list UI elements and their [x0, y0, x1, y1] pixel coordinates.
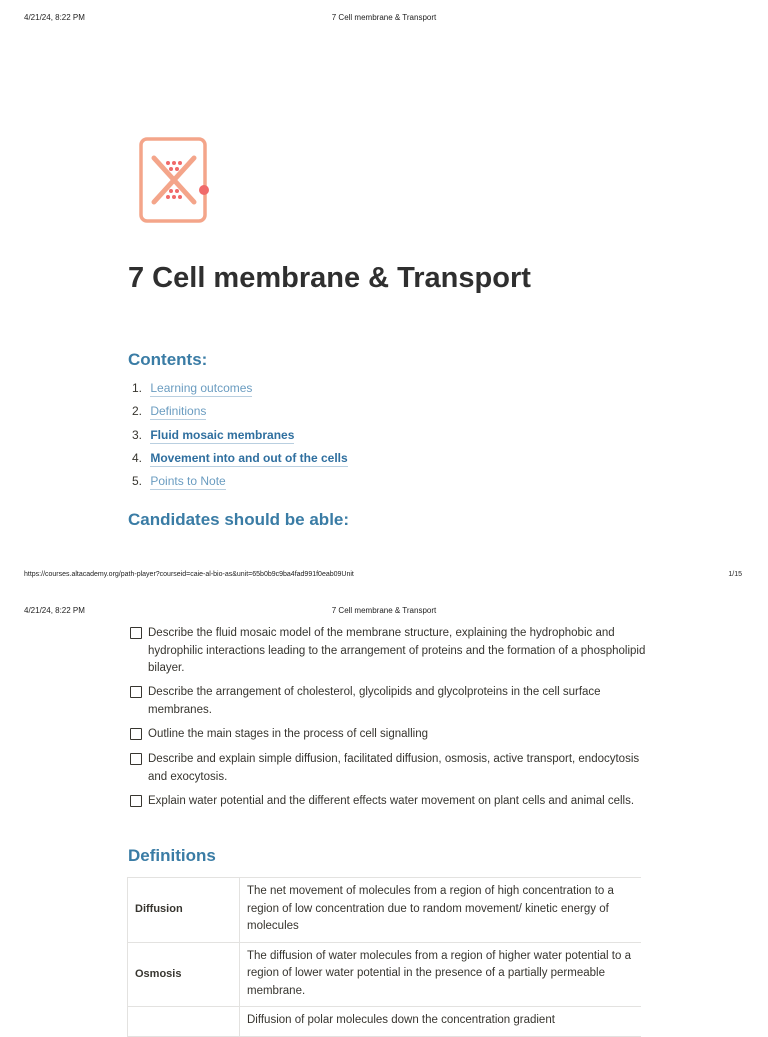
print-date: 4/21/24, 8:22 PM: [24, 13, 85, 22]
toc-item-learning-outcomes: 1. Learning outcomes: [132, 381, 253, 395]
toc-link[interactable]: Fluid mosaic membranes: [150, 427, 295, 442]
table-row: [128, 1007, 642, 1037]
definition-cell: Diffusion of polar molecules down the concentration gradient: [240, 1007, 642, 1037]
todo-item: Describe the arrangement of cholesterol, glycolipids and glycolproteins in the cell surface membranes.: [130, 684, 650, 719]
term-cell: Diffusion: [128, 878, 240, 943]
toc-item-fluid-mosaic: 3. Fluid mosaic membranes: [132, 427, 295, 442]
print-title: 7 Cell membrane & Transport: [331, 13, 437, 22]
term-cell: [128, 1007, 240, 1037]
todo-item: Describe the fluid mosaic model of the membrane structure, explaining the hydrophobic and hydrophilic interactions leading to the arrangement of proteins and the formation of a phospholipid bilayer.: [130, 625, 650, 678]
todo-item: Describe and explain simple diffusion, facilitated diffusion, osmosis, active transport, endocytosis and exocytosis.: [130, 751, 650, 786]
definitions-table: [127, 877, 641, 1037]
toc-link[interactable]: Learning outcomes: [150, 381, 253, 395]
term-cell: Osmosis: [128, 942, 240, 1007]
checkbox[interactable]: [130, 686, 142, 698]
table-row: [128, 878, 642, 943]
todo-item: Outline the main stages in the process of cell signalling: [130, 726, 650, 744]
toc-item-points-to-note: 5. Points to Note: [132, 474, 226, 489]
print-title: 7 Cell membrane & Transport: [331, 606, 437, 615]
table-of-contents: [132, 381, 348, 497]
dna-chromosome-icon: [138, 136, 210, 224]
print-url: https://courses.altacademy.org/path-player?courseid=caie-al-bio-as&unit=65b0b9c9ba4fad991f0eab09Unit: [24, 571, 354, 578]
checkbox[interactable]: [130, 753, 142, 765]
definition-cell: The diffusion of water molecules from a region of higher water potential to a region of lower water potential in the presence of a partially permeable membrane.: [240, 942, 642, 1007]
definition-cell: The net movement of molecules from a region of high concentration to a region of low concentration due to random movement/ kinetic energy of molecules: [240, 878, 642, 943]
table-row: [128, 942, 642, 1007]
page-number: 1/15: [728, 571, 742, 578]
toc-item-movement: 4. Movement into and out of the cells: [132, 450, 348, 465]
page-title: 7 Cell membrane & Transport: [128, 262, 531, 294]
checkbox[interactable]: [130, 627, 142, 639]
todo-item: Explain water potential and the different effects water movement on plant cells and animal cells.: [130, 793, 650, 811]
candidates-heading: Candidates should be able:: [128, 510, 350, 529]
checkbox[interactable]: [130, 795, 142, 807]
toc-link[interactable]: Movement into and out of the cells: [150, 450, 348, 465]
checkbox[interactable]: [130, 728, 142, 740]
toc-item-definitions: 2. Definitions: [132, 404, 207, 419]
contents-heading: Contents:: [128, 350, 208, 369]
page-separator: [0, 590, 768, 600]
definitions-heading: Definitions: [128, 846, 216, 865]
toc-link[interactable]: Points to Note: [150, 474, 226, 489]
toc-link[interactable]: Definitions: [150, 404, 207, 419]
print-date: 4/21/24, 8:22 PM: [24, 606, 85, 615]
